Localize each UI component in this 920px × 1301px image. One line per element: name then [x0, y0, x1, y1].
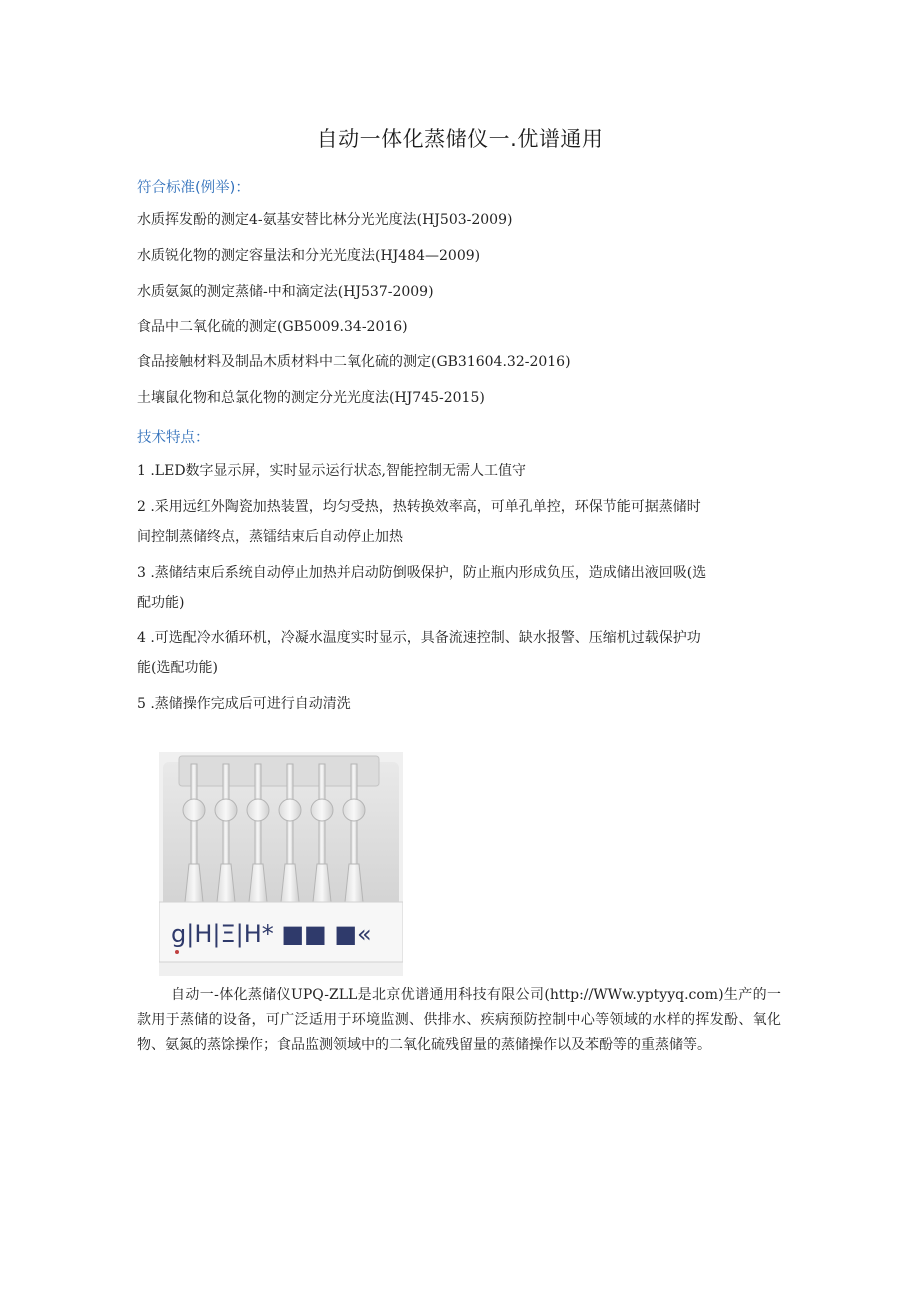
feature-item-line: 间控制蒸储终点，蒸镭结束后自动停止加热 — [137, 529, 403, 545]
feature-item-line: 1 .LED数字显示屏，实时显示运行状态,智能控制无需人工值守 — [137, 463, 526, 479]
standard-item: 水质氨氮的测定蒸储-中和滴定法(HJ537-2009) — [137, 284, 434, 300]
features-heading: 技术特点： — [137, 430, 210, 446]
feature-item-line: 2 .采用远红外陶瓷加热装置，均匀受热，热转换效率高，可单孔单控，环保节能可据蒸储时 — [137, 499, 701, 515]
standards-heading: 符合标准(例举)： — [137, 180, 250, 196]
feature-item-line: 3 .蒸储结束后系统自动停止加热并启动防倒吸保护，防止瓶内形成负压，造成储出液回吸(选 — [137, 565, 707, 581]
feature-item-line: 配功能) — [137, 595, 185, 611]
page-title: 自动一体化蒸储仪一.优谱通用 — [316, 127, 604, 151]
standard-item: 食品接触材料及制品木质材料中二氧化硫的测定(GB31604.32-2016) — [137, 354, 571, 370]
instrument-panel-text: g|H|Ξ|H* ■■ ■« — [171, 920, 372, 948]
feature-item-line: 能(选配功能) — [137, 660, 218, 676]
feature-item-line: 5 .蒸储操作完成后可进行自动清洗 — [137, 696, 351, 712]
distiller-product-photo — [159, 752, 403, 976]
standard-item: 土壤鼠化物和总氯化物的测定分光光度法(HJ745-2015) — [137, 390, 485, 406]
standard-item: 水质挥发酚的测定4-氨基安替比林分光光度法(HJ503-2009) — [137, 212, 513, 228]
standard-item: 食品中二氧化硫的测定(GB5009.34-2016) — [137, 319, 408, 335]
product-description: 自动一-体化蒸储仪UPQ-ZLL是北京优谱通用科技有限公司(http://WWw.yptyyq.com)生产的一款用于蒸储的设备，可广泛适用于环境监测、供排水、疾病预防控制中心等领域的水样的挥发酚、氧化物、氨氮的蒸馀操作；食品监测领域中的二氧化硫残留量的蒸储操作以及苯酚等的重蒸储等。 — [137, 987, 781, 1053]
standard-item: 水质锐化物的测定容量法和分光光度法(HJ484—2009) — [137, 248, 481, 264]
feature-item-line: 4 .可选配冷水循环机，冷凝水温度实时显示，具备流速控制、缺水报警、压缩机过载保护功 — [137, 630, 701, 646]
